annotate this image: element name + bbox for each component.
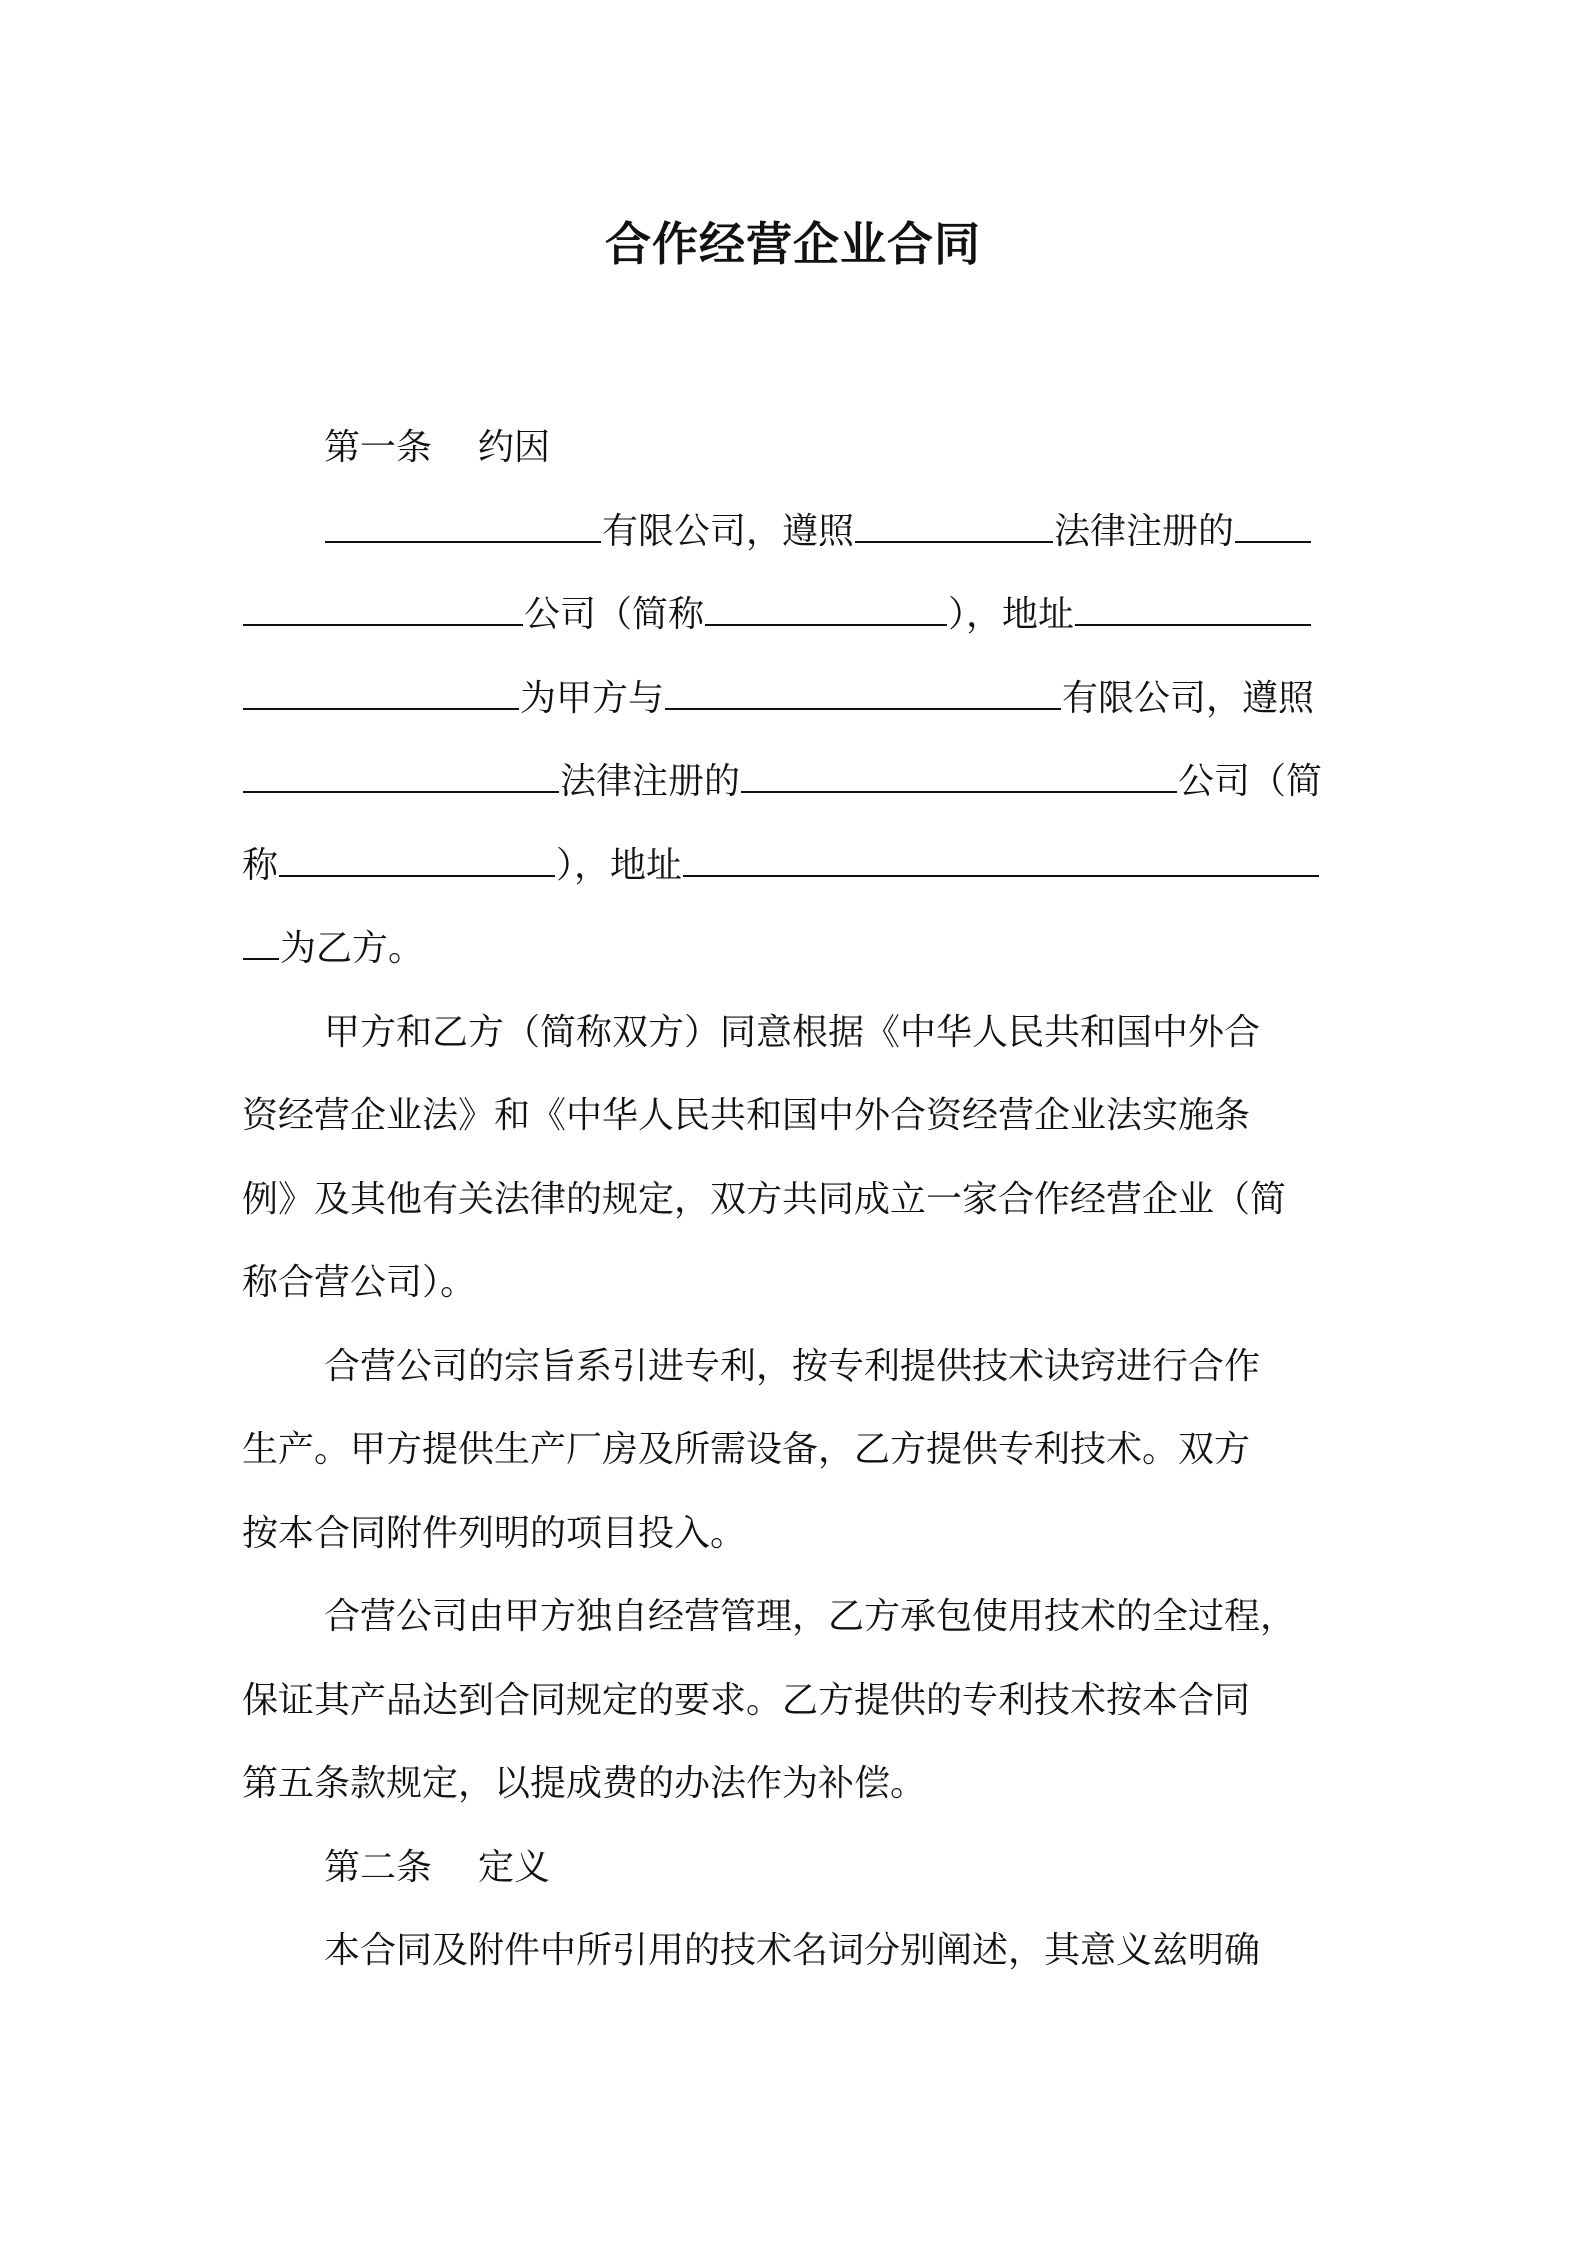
- article-2-name: 定义: [478, 1846, 551, 1888]
- paragraph-3-line: 第五条款规定，以提成费的办法作为补偿。: [242, 1763, 927, 1804]
- paragraph-1-line: 例》及其他有关法律的规定，双方共同成立一家合作经营企业（简: [242, 1178, 1287, 1220]
- document-title: 合作经营企业合同: [605, 217, 981, 271]
- party-b-name-blank[interactable]: [665, 678, 1061, 710]
- paragraph-4-line: 本合同及附件中所引用的技术名词分别阐述，其意义兹明确: [324, 1930, 1261, 1971]
- party-a-name-blank[interactable]: [325, 511, 601, 543]
- paragraph-2-line: 合营公司的宗旨系引进专利，按专利提供技术诀窍进行合作: [324, 1345, 1261, 1387]
- article-1-name: 约因: [478, 427, 551, 468]
- party-b-address-blank[interactable]: [683, 845, 1319, 877]
- party-b-law-blank[interactable]: [243, 761, 559, 793]
- party-a-address-blank[interactable]: [243, 678, 519, 710]
- paragraph-1-line: 甲方和乙方（简称双方）同意根据《中华人民共和国中外合: [324, 1011, 1261, 1053]
- parties-line-6: 为乙方。: [242, 907, 1352, 991]
- parties-line-5: 称 ），地址: [242, 824, 1352, 908]
- party-a-company-blank[interactable]: [243, 594, 523, 626]
- paragraph-3-line: 合营公司由甲方独自经营管理，乙方承包使用技术的全过程，: [324, 1596, 1297, 1637]
- paragraph-3-line: 保证其产品达到合同规定的要求。乙方提供的专利技术按本合同: [242, 1679, 1251, 1721]
- party-a-address-blank-start[interactable]: [1075, 594, 1311, 626]
- document-body: [242, 406, 1352, 1993]
- paragraph-1-line: 称合营公司）。: [242, 1262, 477, 1303]
- parties-line-4: 法律注册的 公司（简: [242, 740, 1352, 824]
- party-b-company-blank[interactable]: [741, 761, 1177, 793]
- paragraph-2-line: 按本合同附件列明的项目投入。: [242, 1512, 747, 1554]
- party-a-company-blank-start[interactable]: [1235, 511, 1311, 543]
- parties-line-3: 为甲方与 有限公司，遵照: [242, 657, 1352, 741]
- parties-line-2: 公司（简称 ），地址: [242, 573, 1352, 657]
- party-b-address-blank-end[interactable]: [243, 928, 279, 960]
- parties-line-1: 有限公司，遵照 法律注册的: [242, 490, 1352, 574]
- article-2-heading: [242, 1826, 1352, 1910]
- article-1-number: 第一条: [324, 427, 433, 468]
- party-a-law-blank[interactable]: [855, 511, 1053, 543]
- party-b-short-name-blank[interactable]: [279, 845, 555, 877]
- paragraph-1-line: 资经营企业法》和《中华人民共和国中外合资经营企业法实施条: [242, 1095, 1251, 1136]
- article-1-heading: [242, 406, 1352, 490]
- paragraph-2-line: 生产。甲方提供生产厂房及所需设备，乙方提供专利技术。双方: [242, 1429, 1251, 1470]
- party-a-short-name-blank[interactable]: [705, 594, 947, 626]
- article-2-number: 第二条: [324, 1846, 433, 1888]
